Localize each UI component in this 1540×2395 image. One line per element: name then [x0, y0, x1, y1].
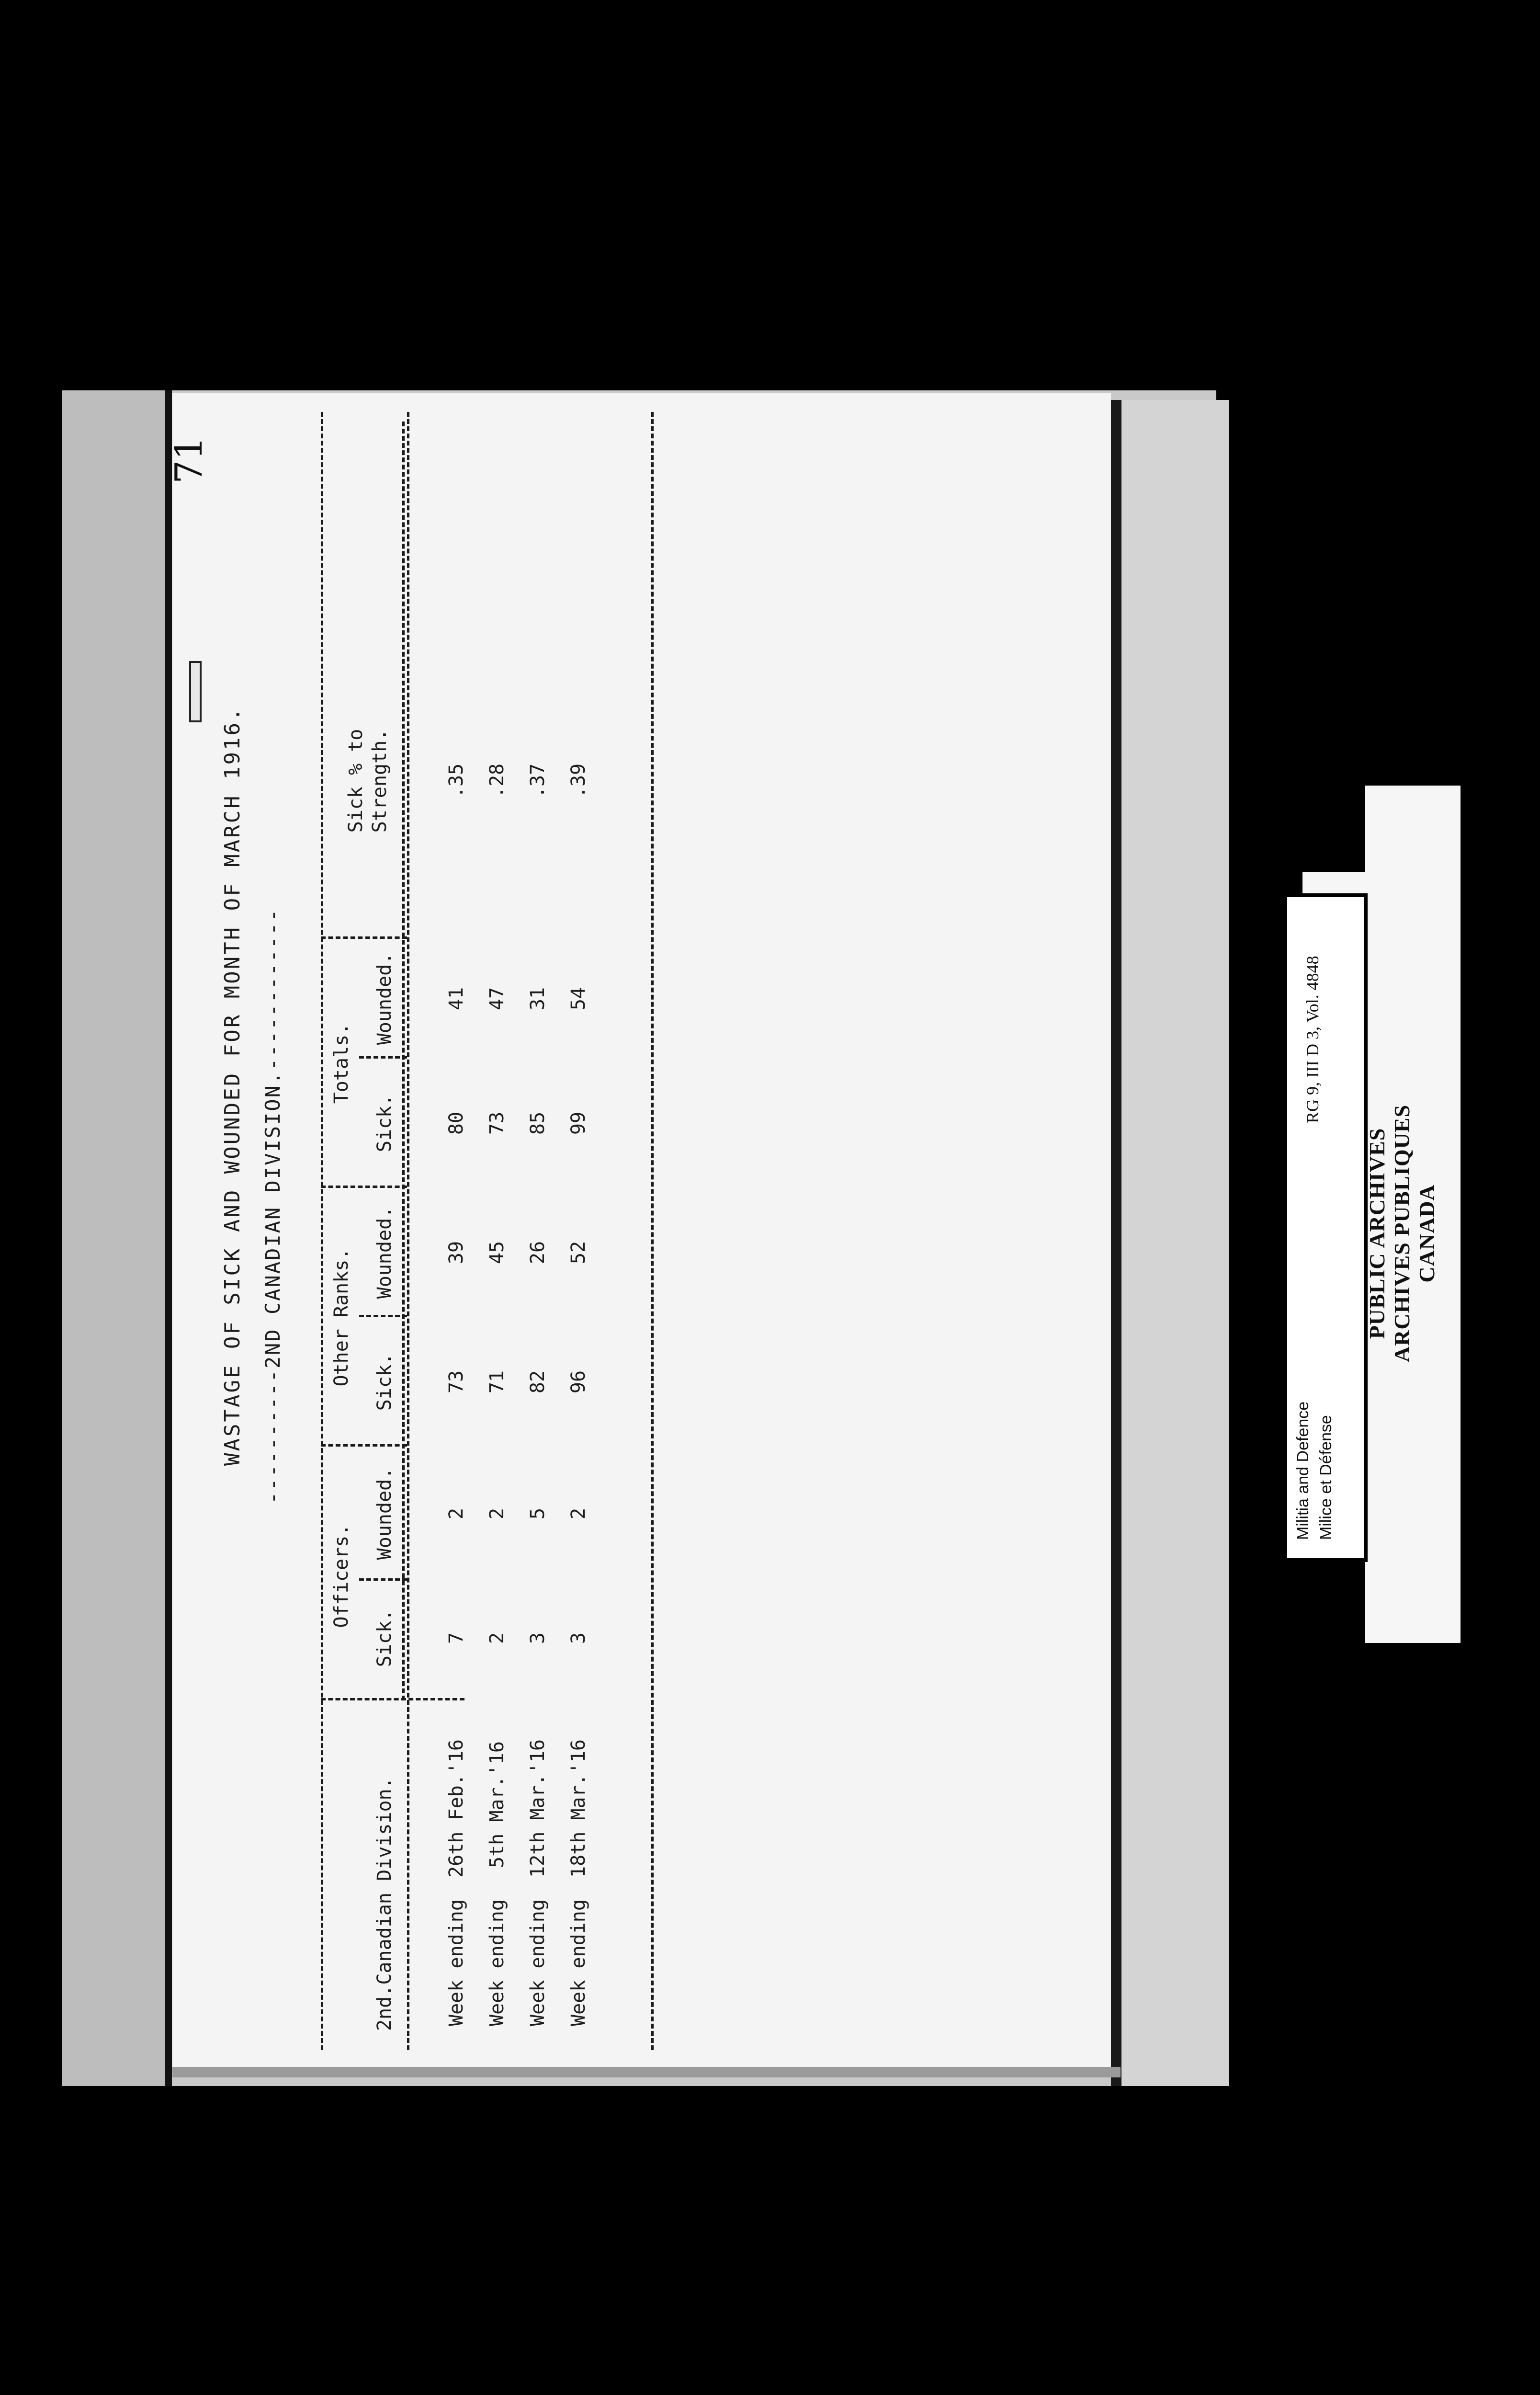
- totals-wounded: 41: [445, 987, 467, 1011]
- document-title: WASTAGE OF SICK AND WOUNDED FOR MONTH OF MARCH 1916.: [220, 706, 245, 1466]
- officers-sick: 3: [527, 1632, 549, 1644]
- col-header-totals-wounded: Wounded.: [374, 952, 396, 1045]
- row-label: Week ending: [486, 1899, 508, 2026]
- group-header-other-ranks: Other Ranks.: [330, 1248, 352, 1387]
- table-rule-bottom: [651, 412, 654, 2050]
- public-archives-line: PUBLIC ARCHIVES: [1365, 1128, 1389, 1339]
- table-rule-groups: [402, 422, 405, 1700]
- other-wounded: 45: [486, 1241, 508, 1265]
- col-header-officers-sick: Sick.: [374, 1609, 396, 1667]
- totals-wounded: 31: [527, 987, 549, 1011]
- label-notch: [1302, 786, 1365, 872]
- sick-pct: .35: [445, 763, 467, 798]
- public-archives-line: CANADA: [1415, 1184, 1439, 1283]
- other-wounded: 39: [445, 1241, 467, 1265]
- table-rule-header: [407, 412, 409, 2050]
- totals-sick: 85: [527, 1111, 549, 1135]
- row-date: 5th Mar.'16: [486, 1741, 508, 1868]
- sick-pct: .39: [567, 763, 589, 798]
- col-header-other-wounded: Wounded.: [374, 1206, 396, 1299]
- totals-wounded: 54: [567, 987, 589, 1011]
- totals-sick: 73: [486, 1111, 508, 1135]
- sick-pct: .37: [527, 763, 549, 798]
- other-sick: 96: [567, 1370, 589, 1394]
- officers-sick: 2: [486, 1632, 508, 1644]
- row-date: 26th Feb.'16: [445, 1739, 467, 1878]
- public-archives-line: ARCHIVES PUBLIQUES: [1390, 1104, 1414, 1363]
- officers-sick: 7: [445, 1632, 467, 1644]
- totals-sick: 80: [445, 1111, 467, 1135]
- group-header-totals: Totals.: [330, 1023, 352, 1104]
- table-col-rule: [359, 1315, 407, 1317]
- label-reference: RG 9, III D 3, Vol. 4848: [1303, 956, 1322, 1123]
- label-department-fr: Milice et Défense: [1317, 1415, 1335, 1540]
- col-header-other-sick: Sick.: [374, 1353, 396, 1411]
- col-header-sick-pct-2: Strength.: [369, 729, 391, 833]
- col-header-sick-pct-1: Sick % to: [345, 729, 367, 833]
- row-label: Week ending: [567, 1899, 589, 2026]
- sick-pct: .28: [486, 763, 508, 798]
- archive-label-text: [1283, 893, 1360, 1554]
- label-department-en: Militia and Defence: [1294, 1401, 1312, 1540]
- table-col-rule: [359, 1578, 407, 1581]
- col-header-officers-wounded: Wounded.: [374, 1467, 396, 1560]
- other-wounded: 52: [567, 1241, 589, 1265]
- table-col-rule: [321, 1698, 464, 1700]
- col-header-totals-sick: Sick.: [374, 1094, 396, 1152]
- document-content: [163, 393, 728, 2069]
- document-subtitle: ----------2ND CANADIAN DIVISION.------------: [261, 908, 284, 1504]
- officers-wounded: 2: [445, 1507, 467, 1520]
- row-label: Week ending: [445, 1899, 467, 2026]
- table-col-rule: [359, 1056, 407, 1059]
- other-sick: 82: [527, 1370, 549, 1394]
- table-col-rule: [321, 1444, 407, 1447]
- officers-sick: 3: [567, 1632, 589, 1644]
- wastage-table: [321, 393, 666, 2050]
- totals-wounded: 47: [486, 987, 508, 1011]
- table-col-rule: [321, 1186, 407, 1188]
- public-archives-stamp: [1365, 982, 1446, 1485]
- table-rule-top: [321, 412, 323, 2050]
- row-header: 2nd.Canadian Division.: [374, 1777, 396, 2031]
- other-sick: 71: [486, 1370, 508, 1394]
- other-wounded: 26: [527, 1241, 549, 1265]
- officers-wounded: 5: [527, 1507, 549, 1520]
- row-date: 12th Mar.'16: [527, 1739, 549, 1878]
- group-header-officers: Officers.: [330, 1524, 352, 1628]
- row-label: Week ending: [527, 1899, 549, 2026]
- binding-strip: [62, 390, 172, 2086]
- table-col-rule: [321, 936, 407, 939]
- totals-sick: 99: [567, 1111, 589, 1135]
- row-date: 18th Mar.'16: [567, 1739, 589, 1878]
- officers-wounded: 2: [486, 1507, 508, 1520]
- other-sick: 73: [445, 1370, 467, 1394]
- label-notch: [1302, 1557, 1365, 1643]
- page-edge: [1111, 400, 1229, 2086]
- officers-wounded: 2: [567, 1507, 589, 1520]
- margin-note-text: 71: [168, 436, 211, 484]
